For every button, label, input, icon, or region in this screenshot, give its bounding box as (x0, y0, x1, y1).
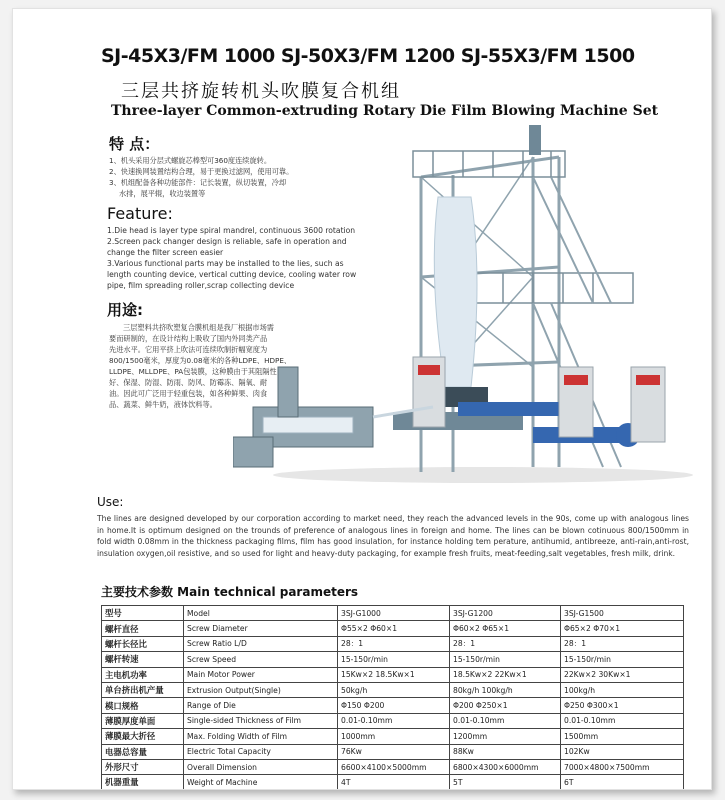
spec-cell-param-en: Max. Folding Width of Film (184, 729, 338, 744)
spec-cell-value-g1200: Φ60×2 Φ65×1 (450, 621, 561, 636)
specs-table (101, 605, 684, 790)
spec-cell-value-g1500: 102Kw (561, 744, 684, 759)
use-cn-line: 好、保湿、防湿、防雨、防风、防霉冻、隔氧、耐 (109, 378, 268, 387)
spec-cell-param-en: Main Motor Power (184, 667, 338, 682)
spec-cell-param-en: Electric Total Capacity (184, 744, 338, 759)
use-cn-line: 三层塑料共挤吹塑复合膜机组是我厂根据市场需 (123, 323, 274, 332)
spec-cell-value-g1000: Φ150 Φ200 (338, 698, 450, 713)
spec-cell-value-g1200: 15-150r/min (450, 652, 561, 667)
spec-cell-value-g1000: 0.01-0.10mm (338, 713, 450, 728)
spec-row (102, 729, 684, 744)
spec-cell-value-g1000: 1000mm (338, 729, 450, 744)
spec-cell-value-g1000: 28：1 (338, 636, 450, 651)
use-cn-line: 油。因此可广泛用于轻重包装，如各种鲜果、肉食 (109, 389, 268, 398)
use-cn-line: 品、蔬菜、鲜牛奶，液体饮料等。 (109, 400, 217, 409)
use-cn-line: LLDPE、MLLDPE、PA包装膜，这种膜由于其阻隔性 (109, 367, 277, 376)
spec-cell-value-g1200: Φ200 Φ250×1 (450, 698, 561, 713)
spec-row (102, 775, 684, 790)
spec-row (102, 652, 684, 667)
features-en-item: 1.Die head is layer type spiral mandrel, continuous 3600 rotation (107, 226, 356, 235)
spec-cell-param-cn: 机器重量 (102, 775, 184, 790)
title-english: Three-layer Common-extruding Rotary Die Film Blowing Machine Set (111, 103, 659, 119)
spec-cell-value-g1200: 3SJ-G1200 (450, 606, 561, 621)
spec-cell-value-g1500: 15-150r/min (561, 652, 684, 667)
use-cn-line: 800/1500毫米，厚度为0.08毫米的各种LDPE、HDPE、 (109, 356, 292, 365)
spec-row (102, 744, 684, 759)
features-cn-heading: 特 点： (109, 135, 160, 153)
spec-cell-value-g1000: 76Kw (338, 744, 450, 759)
features-en-item: pipe, film spreading roller,scrap collecting device (107, 281, 295, 290)
features-cn-item: 1、机头采用分层式螺旋芯棒型可360度连续旋转。 (109, 156, 272, 165)
spec-cell-value-g1000: 15Kw×2 18.5Kw×1 (338, 667, 450, 682)
features-en-item: change the filter screen easier (107, 248, 224, 257)
spec-cell-value-g1500: 0.01-0.10mm (561, 713, 684, 728)
title-chinese: 三层共挤旋转机头吹膜复合机组 (121, 81, 401, 102)
spec-cell-param-cn: 螺杆长径比 (102, 636, 184, 651)
spec-cell-param-en: Model (184, 606, 338, 621)
spec-cell-value-g1200: 88Kw (450, 744, 561, 759)
ground-shadow (273, 467, 693, 483)
spec-cell-param-cn: 薄膜最大折径 (102, 729, 184, 744)
spec-cell-param-en: Single-sided Thickness of Film (184, 713, 338, 728)
spec-row (102, 606, 684, 621)
spec-cell-value-g1000: 3SJ-G1000 (338, 606, 450, 621)
spec-cell-value-g1500: 1500mm (561, 729, 684, 744)
features-en-heading: Feature: (107, 204, 173, 223)
spec-cell-param-en: Extrusion Output(Single) (184, 682, 338, 697)
features-cn-item: 2、快速换网装置结构合理，易于更换过滤网，使用可靠。 (109, 167, 294, 176)
spec-cell-param-cn: 主电机功率 (102, 667, 184, 682)
spec-cell-value-g1500: 7000×4800×7500mm (561, 759, 684, 774)
spec-cell-param-cn: 螺杆直径 (102, 621, 184, 636)
spec-cell-value-g1200: 5T (450, 775, 561, 790)
spec-cell-param-en: Weight of Machine (184, 775, 338, 790)
spec-cell-value-g1000: Φ55×2 Φ60×1 (338, 621, 450, 636)
features-en-item: 2.Screen pack changer design is reliable, safe in operation and (107, 237, 347, 246)
spec-row (102, 636, 684, 651)
spec-cell-param-cn: 模口规格 (102, 698, 184, 713)
features-cn-item: 水排，展平辊，收边装置等 (119, 189, 206, 198)
machine-illustration (233, 117, 693, 497)
spec-cell-param-en: Screw Diameter (184, 621, 338, 636)
spec-cell-value-g1500: 28：1 (561, 636, 684, 651)
spec-cell-param-cn: 型号 (102, 606, 184, 621)
spec-cell-param-cn: 单台挤出机产量 (102, 682, 184, 697)
spec-row (102, 682, 684, 697)
use-en-heading: Use: (97, 495, 124, 509)
extruder-barrel (458, 402, 568, 416)
spec-cell-param-cn: 外形尺寸 (102, 759, 184, 774)
brochure-page (12, 8, 712, 790)
spec-row (102, 713, 684, 728)
spec-cell-value-g1500: 3SJ-G1500 (561, 606, 684, 621)
use-cn-line: 要而研制的，在设计结构上吸收了国内外同类产品 (109, 334, 268, 343)
spec-cell-value-g1500: Φ65×2 Φ70×1 (561, 621, 684, 636)
spec-cell-param-en: Screw Speed (184, 652, 338, 667)
features-en-item: length counting device, vertical cutting device, cooling water row (107, 270, 357, 279)
spec-cell-value-g1200: 1200mm (450, 729, 561, 744)
haul-off-roller (529, 125, 541, 155)
specs-heading: 主要技术参数 Main technical parameters (101, 585, 359, 599)
spec-cell-value-g1200: 6800×4300×6000mm (450, 759, 561, 774)
top-railing (413, 151, 565, 177)
use-cn-heading: 用途: (107, 301, 143, 319)
spec-cell-value-g1500: 22Kw×2 30Kw×1 (561, 667, 684, 682)
spec-cell-value-g1500: 100kg/h (561, 682, 684, 697)
use-en-paragraph: The lines are designed developed by our corporation according to market need, they reach the advanced levels in the 90s, come up with analogous lines in home.It is optimum designed on the trounds of preference of analogous lines in foreign and home. The lines can be blown cotinuous 800/1500mm in fold width 0.08mm in the thickness packaging films, film has good insulation, for instance holding tem perature, antihumid, antibreeze, anti-rain,anti-rost, insulation oxygen,oil resistive, and so used for light and heavy-duty packaging, for example fresh fruits, meat-feeding,salt vegetables, fresh milk, drink. (97, 514, 689, 558)
spec-row (102, 621, 684, 636)
spec-cell-value-g1200: 18.5Kw×2 22Kw×1 (450, 667, 561, 682)
spec-cell-value-g1000: 50kg/h (338, 682, 450, 697)
use-cn-line: 先进水平。它用平挤上吹法可连续吹制折幅宽度为 (109, 345, 268, 354)
model-numbers-heading: SJ-45X3/FM 1000 SJ-50X3/FM 1200 SJ-55X3/FM 1500 (101, 45, 635, 67)
spec-cell-param-cn: 薄膜厚度单面 (102, 713, 184, 728)
features-cn-item: 3、机组配备各种功能部件：记长装置，纵切装置，冷却 (109, 178, 287, 187)
spec-cell-param-cn: 电器总容量 (102, 744, 184, 759)
spec-cell-param-en: Range of Die (184, 698, 338, 713)
spec-row (102, 667, 684, 682)
spec-row (102, 759, 684, 774)
spec-cell-value-g1200: 0.01-0.10mm (450, 713, 561, 728)
spec-cell-value-g1500: 6T (561, 775, 684, 790)
spec-cell-value-g1000: 15-150r/min (338, 652, 450, 667)
spec-cell-value-g1500: Φ250 Φ300×1 (561, 698, 684, 713)
spec-cell-value-g1200: 28：1 (450, 636, 561, 651)
features-en-item: 3.Various functional parts may be installed to the lies, such as (107, 259, 344, 268)
spec-cell-param-en: Overall Dimension (184, 759, 338, 774)
spec-cell-value-g1000: 6600×4100×5000mm (338, 759, 450, 774)
spec-cell-value-g1000: 4T (338, 775, 450, 790)
spec-cell-param-cn: 螺杆转速 (102, 652, 184, 667)
spec-cell-param-en: Screw Ratio L/D (184, 636, 338, 651)
spec-cell-value-g1200: 80kg/h 100kg/h (450, 682, 561, 697)
spec-row (102, 698, 684, 713)
